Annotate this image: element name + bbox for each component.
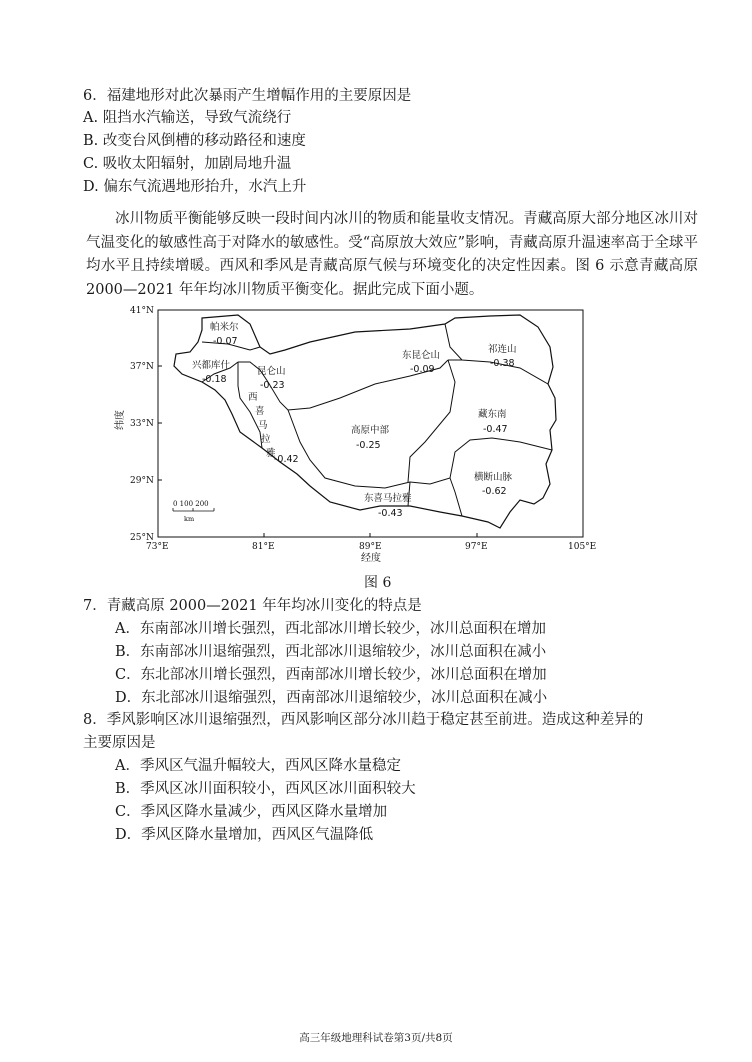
lat-tick-33: 33°N xyxy=(130,419,154,429)
lon-tick-89: 89°E xyxy=(359,542,382,552)
lon-tick-81: 81°E xyxy=(252,542,275,552)
region-char-4-west-himalaya: 拉 xyxy=(261,434,271,445)
figure-caption: 图 6 xyxy=(364,575,392,591)
lat-tick-29: 29°N xyxy=(130,476,154,486)
q7-option-a: A．东南部冰川增长强烈，西北部冰川增长较少，冰川总面积在增加 xyxy=(115,621,546,637)
region-name-hengduan: 横断山脉 xyxy=(474,472,513,483)
figure-6-map xyxy=(110,302,600,564)
q6-option-c: C. 吸收太阳辐射，加剧局地升温 xyxy=(83,156,292,172)
y-axis-label: 纬度 xyxy=(115,410,126,430)
region-char-3-west-himalaya: 马 xyxy=(258,420,268,431)
scale-unit: km xyxy=(184,515,195,523)
lat-tick-37: 37°N xyxy=(130,362,154,372)
region-name-qilian: 祁连山 xyxy=(488,344,517,355)
lat-tick-25: 25°N xyxy=(130,533,154,543)
region-name-east-kunlun: 东昆仑山 xyxy=(402,350,441,361)
region-char-5-west-himalaya: 雅 xyxy=(266,448,276,459)
q6-option-d: D. 偏东气流遇地形抬升，水汽上升 xyxy=(83,179,307,195)
q7-option-d: D．东北部冰川退缩强烈，西南部冰川退缩较少，冰川总面积在减小 xyxy=(115,690,548,706)
q6-option-b: B. 改变台风倒槽的移动路径和速度 xyxy=(83,133,306,149)
q8-stem-line1: 8．季风影响区冰川退缩强烈，西风影响区部分冰川趋于稳定甚至前进。造成这种差异的 xyxy=(83,712,644,728)
q6-option-a: A. 阻挡水汽输送，导致气流绕行 xyxy=(83,110,292,126)
q7-option-c: C．东北部冰川增长强烈，西南部冰川增长较少，冰川总面积在增加 xyxy=(115,667,547,683)
region-value-east-himalaya: -0.43 xyxy=(378,508,403,519)
region-name-east-himalaya: 东喜马拉雅 xyxy=(364,493,412,504)
q8-option-c: C．季风区降水量减少，西风区降水量增加 xyxy=(115,804,388,820)
q7-option-b: B．东南部冰川退缩强烈，西北部冰川退缩较少，冰川总面积在减小 xyxy=(115,644,547,660)
region-name-pamir: 帕米尔 xyxy=(210,322,239,333)
region-value-hindukush: -0.18 xyxy=(202,374,227,385)
q7-stem: 7．青藏高原 2000—2021 年年均冰川变化的特点是 xyxy=(83,598,422,614)
region-name-hindukush: 兴都库什 xyxy=(192,360,231,371)
passage: 冰川物质平衡能够反映一段时间内冰川的物质和能量收支情况。青藏高原大部分地区冰川对气温变化的敏感性高于对降水的敏感性。受“高原放大效应”影响，青藏高原升温速率高于全球平均水平且持续增暖。西风和季风是青藏高原气候与环境变化的决定性因素。图 6 示意青藏高原 2000—2021 年年均冰川物质平衡变化。据此完成下面小题。 xyxy=(86,211,698,298)
region-value-west-himalaya: -0.42 xyxy=(274,454,299,465)
scale-label: 0 100 200 xyxy=(173,500,209,508)
lat-tick-41: 41°N xyxy=(130,306,154,316)
region-value-kunlun: -0.23 xyxy=(260,380,285,391)
q6-stem: 6．福建地形对此次暴雨产生增幅作用的主要原因是 xyxy=(83,88,412,104)
region-value-east-kunlun: -0.09 xyxy=(410,364,435,375)
q8-stem-line2: 主要原因是 xyxy=(83,735,156,751)
region-name-southeast-tibet: 藏东南 xyxy=(478,409,507,420)
region-value-central-plateau: -0.25 xyxy=(356,440,381,451)
region-char-2-west-himalaya: 喜 xyxy=(255,406,265,417)
q8-option-b: B．季风区冰川面积较小，西风区冰川面积较大 xyxy=(115,781,416,797)
region-value-hengduan: -0.62 xyxy=(482,486,507,497)
map-svg xyxy=(110,302,600,564)
page-footer: 高三年级地理科试卷第3页/共8页 xyxy=(299,1032,453,1044)
lon-tick-73: 73°E xyxy=(146,542,169,552)
region-value-pamir: -0.07 xyxy=(213,336,238,347)
lon-tick-105: 105°E xyxy=(568,542,597,552)
region-value-qilian: -0.38 xyxy=(490,358,515,369)
x-axis-label: 经度 xyxy=(361,553,381,564)
q8-option-a: A．季风区气温升幅较大，西风区降水量稳定 xyxy=(115,758,401,774)
region-name-kunlun: 昆仑山 xyxy=(257,366,286,377)
region-name-central-plateau: 高原中部 xyxy=(351,425,390,436)
region-char-1-west-himalaya: 西 xyxy=(248,392,258,403)
lon-tick-97: 97°E xyxy=(465,542,488,552)
q8-option-d: D．季风区降水量增加，西风区气温降低 xyxy=(115,827,374,843)
lat-axis xyxy=(130,306,162,543)
region-value-southeast-tibet: -0.47 xyxy=(483,424,508,435)
